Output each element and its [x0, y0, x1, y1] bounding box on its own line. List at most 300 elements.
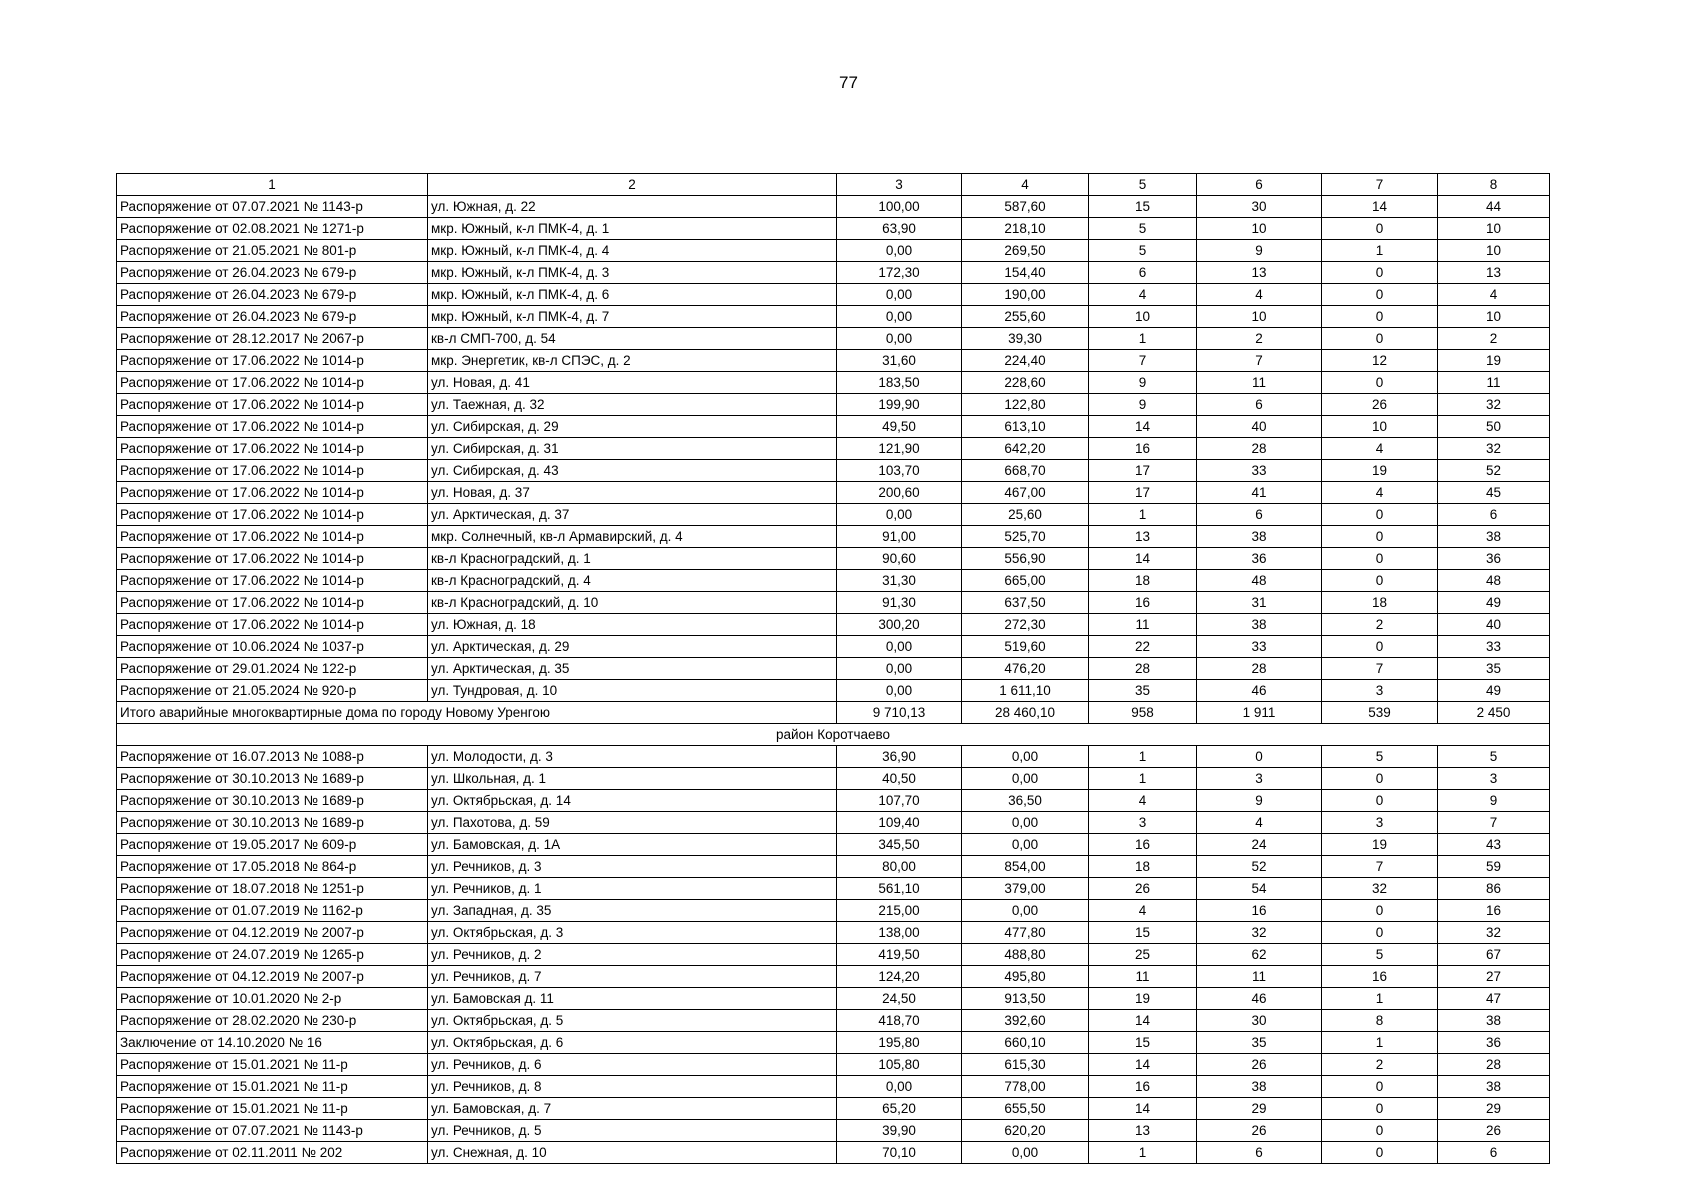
value-cell: 561,10 [837, 878, 962, 900]
value-cell: 0,00 [837, 328, 962, 350]
table-row [117, 636, 1550, 658]
table-row [117, 394, 1550, 416]
count-cell: 16 [1438, 900, 1550, 922]
count-cell: 1 [1322, 240, 1438, 262]
address-cell: ул. Речников, д. 5 [428, 1120, 837, 1142]
count-cell: 14 [1089, 1098, 1197, 1120]
count-cell: 11 [1197, 966, 1322, 988]
count-cell: 9 [1089, 372, 1197, 394]
address-cell: ул. Сибирская, д. 31 [428, 438, 837, 460]
value-cell: 476,20 [962, 658, 1089, 680]
document-cell: Распоряжение от 04.12.2019 № 2007-р [117, 922, 428, 944]
count-cell: 3 [1089, 812, 1197, 834]
count-cell: 44 [1438, 196, 1550, 218]
value-cell: 418,70 [837, 1010, 962, 1032]
count-cell: 7 [1322, 658, 1438, 680]
value-cell: 31,30 [837, 570, 962, 592]
table-row [117, 438, 1550, 460]
count-cell: 0 [1322, 372, 1438, 394]
table-row [117, 680, 1550, 702]
count-cell: 10 [1322, 416, 1438, 438]
count-cell: 31 [1197, 592, 1322, 614]
value-cell: 0,00 [837, 504, 962, 526]
count-cell: 24 [1197, 834, 1322, 856]
count-cell: 38 [1438, 1010, 1550, 1032]
count-cell: 4 [1322, 438, 1438, 460]
count-cell: 35 [1089, 680, 1197, 702]
value-cell: 488,80 [962, 944, 1089, 966]
value-cell: 91,30 [837, 592, 962, 614]
address-cell: ул. Школьная, д. 1 [428, 768, 837, 790]
count-cell: 4 [1322, 482, 1438, 504]
table-row [117, 812, 1550, 834]
count-cell: 1 [1089, 328, 1197, 350]
value-cell: 0,00 [837, 1076, 962, 1098]
count-cell: 25 [1089, 944, 1197, 966]
table-row [117, 240, 1550, 262]
address-cell: ул. Пахотова, д. 59 [428, 812, 837, 834]
table-row [117, 878, 1550, 900]
count-cell: 2 [1197, 328, 1322, 350]
count-cell: 32 [1438, 922, 1550, 944]
count-cell: 4 [1438, 284, 1550, 306]
value-cell: 0,00 [837, 284, 962, 306]
count-cell: 5 [1322, 944, 1438, 966]
value-cell: 269,50 [962, 240, 1089, 262]
document-cell: Распоряжение от 17.06.2022 № 1014-р [117, 438, 428, 460]
count-cell: 14 [1089, 1054, 1197, 1076]
document-cell: Заключение от 14.10.2020 № 16 [117, 1032, 428, 1054]
count-cell: 54 [1197, 878, 1322, 900]
table-row [117, 790, 1550, 812]
value-cell: 0,00 [962, 834, 1089, 856]
count-cell: 30 [1197, 1010, 1322, 1032]
count-cell: 19 [1089, 988, 1197, 1010]
count-cell: 1 [1089, 1142, 1197, 1164]
count-cell: 0 [1197, 746, 1322, 768]
count-cell: 0 [1322, 218, 1438, 240]
address-cell: мкр. Энергетик, кв-л СПЭС, д. 2 [428, 350, 837, 372]
address-cell: мкр. Южный, к-л ПМК-4, д. 3 [428, 262, 837, 284]
count-cell: 16 [1089, 834, 1197, 856]
count-cell: 13 [1089, 526, 1197, 548]
document-cell: Распоряжение от 28.12.2017 № 2067-р [117, 328, 428, 350]
count-cell: 10 [1438, 306, 1550, 328]
count-cell: 7 [1197, 350, 1322, 372]
value-cell: 495,80 [962, 966, 1089, 988]
count-cell: 5 [1438, 746, 1550, 768]
document-cell: Распоряжение от 02.08.2021 № 1271-р [117, 218, 428, 240]
document-cell: Распоряжение от 29.01.2024 № 122-р [117, 658, 428, 680]
value-cell: 122,80 [962, 394, 1089, 416]
table-row [117, 1142, 1550, 1164]
document-cell: Распоряжение от 01.07.2019 № 1162-р [117, 900, 428, 922]
total-value: 2 450 [1438, 702, 1550, 724]
count-cell: 10 [1438, 218, 1550, 240]
value-cell: 91,00 [837, 526, 962, 548]
document-cell: Распоряжение от 26.04.2023 № 679-р [117, 306, 428, 328]
value-cell: 392,60 [962, 1010, 1089, 1032]
count-cell: 0 [1322, 504, 1438, 526]
address-cell: мкр. Солнечный, кв-л Армавирский, д. 4 [428, 526, 837, 548]
table-row [117, 592, 1550, 614]
table-row [117, 1054, 1550, 1076]
table-row [117, 328, 1550, 350]
document-cell: Распоряжение от 10.01.2020 № 2-р [117, 988, 428, 1010]
housing-registry-table [116, 173, 1550, 1164]
address-cell: ул. Арктическая, д. 29 [428, 636, 837, 658]
count-cell: 0 [1322, 306, 1438, 328]
value-cell: 63,90 [837, 218, 962, 240]
table-row [117, 966, 1550, 988]
table-row [117, 856, 1550, 878]
table-row [117, 416, 1550, 438]
count-cell: 38 [1197, 614, 1322, 636]
count-cell: 26 [1197, 1054, 1322, 1076]
count-cell: 40 [1438, 614, 1550, 636]
count-cell: 10 [1438, 240, 1550, 262]
count-cell: 2 [1322, 1054, 1438, 1076]
count-cell: 43 [1438, 834, 1550, 856]
count-cell: 1 [1322, 988, 1438, 1010]
total-value: 1 911 [1197, 702, 1322, 724]
count-cell: 6 [1089, 262, 1197, 284]
count-cell: 32 [1438, 438, 1550, 460]
count-cell: 38 [1197, 526, 1322, 548]
document-cell: Распоряжение от 16.07.2013 № 1088-р [117, 746, 428, 768]
address-cell: ул. Речников, д. 3 [428, 856, 837, 878]
document-cell: Распоряжение от 21.05.2024 № 920-р [117, 680, 428, 702]
count-cell: 1 [1089, 746, 1197, 768]
value-cell: 49,50 [837, 416, 962, 438]
count-cell: 15 [1089, 196, 1197, 218]
value-cell: 0,00 [837, 636, 962, 658]
total-row [117, 702, 1550, 724]
value-cell: 642,20 [962, 438, 1089, 460]
value-cell: 80,00 [837, 856, 962, 878]
document-cell: Распоряжение от 17.06.2022 № 1014-р [117, 570, 428, 592]
count-cell: 26 [1089, 878, 1197, 900]
count-cell: 27 [1438, 966, 1550, 988]
count-cell: 7 [1438, 812, 1550, 834]
count-cell: 32 [1322, 878, 1438, 900]
value-cell: 195,80 [837, 1032, 962, 1054]
count-cell: 14 [1089, 548, 1197, 570]
document-cell: Распоряжение от 30.10.2013 № 1689-р [117, 812, 428, 834]
address-cell: ул. Новая, д. 41 [428, 372, 837, 394]
document-cell: Распоряжение от 24.07.2019 № 1265-р [117, 944, 428, 966]
document-cell: Распоряжение от 15.01.2021 № 11-р [117, 1076, 428, 1098]
value-cell: 25,60 [962, 504, 1089, 526]
count-cell: 1 [1322, 1032, 1438, 1054]
count-cell: 4 [1197, 812, 1322, 834]
count-cell: 9 [1197, 790, 1322, 812]
column-number-row [117, 174, 1550, 196]
table-row [117, 988, 1550, 1010]
table-row [117, 614, 1550, 636]
count-cell: 29 [1438, 1098, 1550, 1120]
count-cell: 26 [1438, 1120, 1550, 1142]
table-row [117, 196, 1550, 218]
document-cell: Распоряжение от 07.07.2021 № 1143-р [117, 1120, 428, 1142]
count-cell: 14 [1089, 1010, 1197, 1032]
count-cell: 0 [1322, 900, 1438, 922]
address-cell: мкр. Южный, к-л ПМК-4, д. 4 [428, 240, 837, 262]
count-cell: 6 [1438, 504, 1550, 526]
column-number: 6 [1197, 174, 1322, 196]
count-cell: 3 [1322, 680, 1438, 702]
count-cell: 14 [1089, 416, 1197, 438]
value-cell: 467,00 [962, 482, 1089, 504]
value-cell: 0,00 [837, 240, 962, 262]
count-cell: 0 [1322, 1098, 1438, 1120]
value-cell: 525,70 [962, 526, 1089, 548]
district-title: район Коротчаево [117, 724, 1550, 746]
count-cell: 3 [1322, 812, 1438, 834]
table-row [117, 900, 1550, 922]
document-cell: Распоряжение от 10.06.2024 № 1037-р [117, 636, 428, 658]
value-cell: 913,50 [962, 988, 1089, 1010]
count-cell: 0 [1322, 1076, 1438, 1098]
count-cell: 46 [1197, 988, 1322, 1010]
value-cell: 70,10 [837, 1142, 962, 1164]
value-cell: 124,20 [837, 966, 962, 988]
count-cell: 38 [1438, 1076, 1550, 1098]
table-row [117, 262, 1550, 284]
address-cell: ул. Сибирская, д. 29 [428, 416, 837, 438]
value-cell: 65,20 [837, 1098, 962, 1120]
count-cell: 11 [1089, 614, 1197, 636]
table-row [117, 1010, 1550, 1032]
address-cell: ул. Южная, д. 22 [428, 196, 837, 218]
document-cell: Распоряжение от 17.06.2022 № 1014-р [117, 394, 428, 416]
count-cell: 49 [1438, 680, 1550, 702]
count-cell: 1 [1089, 504, 1197, 526]
count-cell: 48 [1197, 570, 1322, 592]
count-cell: 36 [1438, 548, 1550, 570]
count-cell: 4 [1089, 900, 1197, 922]
count-cell: 13 [1438, 262, 1550, 284]
count-cell: 11 [1197, 372, 1322, 394]
address-cell: ул. Октябрьская, д. 6 [428, 1032, 837, 1054]
address-cell: ул. Октябрьская, д. 14 [428, 790, 837, 812]
value-cell: 228,60 [962, 372, 1089, 394]
document-cell: Распоряжение от 17.06.2022 № 1014-р [117, 460, 428, 482]
value-cell: 1 611,10 [962, 680, 1089, 702]
document-cell: Распоряжение от 30.10.2013 № 1689-р [117, 790, 428, 812]
count-cell: 19 [1322, 460, 1438, 482]
count-cell: 9 [1197, 240, 1322, 262]
value-cell: 0,00 [837, 658, 962, 680]
count-cell: 18 [1089, 856, 1197, 878]
value-cell: 615,30 [962, 1054, 1089, 1076]
value-cell: 620,20 [962, 1120, 1089, 1142]
value-cell: 778,00 [962, 1076, 1089, 1098]
value-cell: 39,90 [837, 1120, 962, 1142]
document-cell: Распоряжение от 17.06.2022 № 1014-р [117, 482, 428, 504]
count-cell: 33 [1197, 460, 1322, 482]
count-cell: 12 [1322, 350, 1438, 372]
district-row [117, 724, 1550, 746]
count-cell: 67 [1438, 944, 1550, 966]
count-cell: 0 [1322, 526, 1438, 548]
count-cell: 13 [1197, 262, 1322, 284]
table-row [117, 504, 1550, 526]
document-cell: Распоряжение от 21.05.2021 № 801-р [117, 240, 428, 262]
column-number: 2 [428, 174, 837, 196]
value-cell: 300,20 [837, 614, 962, 636]
count-cell: 0 [1322, 570, 1438, 592]
count-cell: 40 [1197, 416, 1322, 438]
count-cell: 28 [1197, 658, 1322, 680]
value-cell: 109,40 [837, 812, 962, 834]
table-row [117, 306, 1550, 328]
count-cell: 2 [1322, 614, 1438, 636]
count-cell: 86 [1438, 878, 1550, 900]
document-cell: Распоряжение от 17.05.2018 № 864-р [117, 856, 428, 878]
count-cell: 15 [1089, 1032, 1197, 1054]
total-value: 539 [1322, 702, 1438, 724]
value-cell: 255,60 [962, 306, 1089, 328]
document-cell: Распоряжение от 15.01.2021 № 11-р [117, 1054, 428, 1076]
count-cell: 17 [1089, 460, 1197, 482]
column-number: 4 [962, 174, 1089, 196]
total-label: Итого аварийные многоквартирные дома по городу Новому Уренгою [117, 702, 837, 724]
value-cell: 100,00 [837, 196, 962, 218]
count-cell: 28 [1197, 438, 1322, 460]
count-cell: 6 [1197, 1142, 1322, 1164]
count-cell: 32 [1197, 922, 1322, 944]
document-cell: Распоряжение от 18.07.2018 № 1251-р [117, 878, 428, 900]
count-cell: 19 [1438, 350, 1550, 372]
value-cell: 668,70 [962, 460, 1089, 482]
value-cell: 39,30 [962, 328, 1089, 350]
count-cell: 62 [1197, 944, 1322, 966]
count-cell: 5 [1322, 746, 1438, 768]
address-cell: ул. Молодости, д. 3 [428, 746, 837, 768]
value-cell: 40,50 [837, 768, 962, 790]
count-cell: 3 [1197, 768, 1322, 790]
count-cell: 9 [1089, 394, 1197, 416]
document-cell: Распоряжение от 26.04.2023 № 679-р [117, 284, 428, 306]
value-cell: 0,00 [962, 1142, 1089, 1164]
address-cell: ул. Южная, д. 18 [428, 614, 837, 636]
value-cell: 587,60 [962, 196, 1089, 218]
count-cell: 16 [1322, 966, 1438, 988]
value-cell: 854,00 [962, 856, 1089, 878]
count-cell: 4 [1089, 284, 1197, 306]
table-row [117, 1076, 1550, 1098]
count-cell: 18 [1322, 592, 1438, 614]
document-cell: Распоряжение от 15.01.2021 № 11-р [117, 1098, 428, 1120]
document-cell: Распоряжение от 17.06.2022 № 1014-р [117, 592, 428, 614]
value-cell: 660,10 [962, 1032, 1089, 1054]
table-row [117, 350, 1550, 372]
value-cell: 215,00 [837, 900, 962, 922]
count-cell: 16 [1089, 1076, 1197, 1098]
value-cell: 224,40 [962, 350, 1089, 372]
column-number: 8 [1438, 174, 1550, 196]
address-cell: ул. Октябрьская, д. 5 [428, 1010, 837, 1032]
count-cell: 8 [1322, 1010, 1438, 1032]
table-row [117, 1032, 1550, 1054]
count-cell: 36 [1438, 1032, 1550, 1054]
count-cell: 16 [1089, 592, 1197, 614]
count-cell: 18 [1089, 570, 1197, 592]
count-cell: 26 [1322, 394, 1438, 416]
count-cell: 5 [1089, 240, 1197, 262]
table-row [117, 834, 1550, 856]
value-cell: 199,90 [837, 394, 962, 416]
document-cell: Распоряжение от 07.07.2021 № 1143-р [117, 196, 428, 218]
table-row [117, 1098, 1550, 1120]
count-cell: 0 [1322, 1142, 1438, 1164]
table-row [117, 526, 1550, 548]
count-cell: 0 [1322, 636, 1438, 658]
count-cell: 48 [1438, 570, 1550, 592]
total-value: 28 460,10 [962, 702, 1089, 724]
count-cell: 45 [1438, 482, 1550, 504]
table-row [117, 570, 1550, 592]
document-cell: Распоряжение от 30.10.2013 № 1689-р [117, 768, 428, 790]
count-cell: 16 [1197, 900, 1322, 922]
count-cell: 41 [1197, 482, 1322, 504]
address-cell: ул. Западная, д. 35 [428, 900, 837, 922]
table-row [117, 460, 1550, 482]
address-cell: мкр. Южный, к-л ПМК-4, д. 6 [428, 284, 837, 306]
count-cell: 4 [1089, 790, 1197, 812]
value-cell: 190,00 [962, 284, 1089, 306]
value-cell: 419,50 [837, 944, 962, 966]
count-cell: 7 [1089, 350, 1197, 372]
count-cell: 59 [1438, 856, 1550, 878]
count-cell: 11 [1089, 966, 1197, 988]
value-cell: 138,00 [837, 922, 962, 944]
document-cell: Распоряжение от 26.04.2023 № 679-р [117, 262, 428, 284]
value-cell: 36,50 [962, 790, 1089, 812]
value-cell: 36,90 [837, 746, 962, 768]
table-row [117, 768, 1550, 790]
value-cell: 105,80 [837, 1054, 962, 1076]
table-row [117, 922, 1550, 944]
total-value: 9 710,13 [837, 702, 962, 724]
count-cell: 52 [1197, 856, 1322, 878]
document-cell: Распоряжение от 17.06.2022 № 1014-р [117, 416, 428, 438]
document-cell: Распоряжение от 17.06.2022 № 1014-р [117, 614, 428, 636]
address-cell: ул. Речников, д. 6 [428, 1054, 837, 1076]
count-cell: 9 [1438, 790, 1550, 812]
table-row [117, 658, 1550, 680]
count-cell: 14 [1322, 196, 1438, 218]
value-cell: 200,60 [837, 482, 962, 504]
count-cell: 10 [1197, 218, 1322, 240]
value-cell: 121,90 [837, 438, 962, 460]
address-cell: мкр. Южный, к-л ПМК-4, д. 7 [428, 306, 837, 328]
value-cell: 655,50 [962, 1098, 1089, 1120]
count-cell: 36 [1197, 548, 1322, 570]
count-cell: 0 [1322, 790, 1438, 812]
document-cell: Распоряжение от 19.05.2017 № 609-р [117, 834, 428, 856]
count-cell: 0 [1322, 284, 1438, 306]
column-number: 3 [837, 174, 962, 196]
table-row [117, 944, 1550, 966]
address-cell: ул. Бамовская д. 11 [428, 988, 837, 1010]
count-cell: 0 [1322, 768, 1438, 790]
count-cell: 19 [1322, 834, 1438, 856]
count-cell: 7 [1322, 856, 1438, 878]
count-cell: 30 [1197, 196, 1322, 218]
count-cell: 49 [1438, 592, 1550, 614]
